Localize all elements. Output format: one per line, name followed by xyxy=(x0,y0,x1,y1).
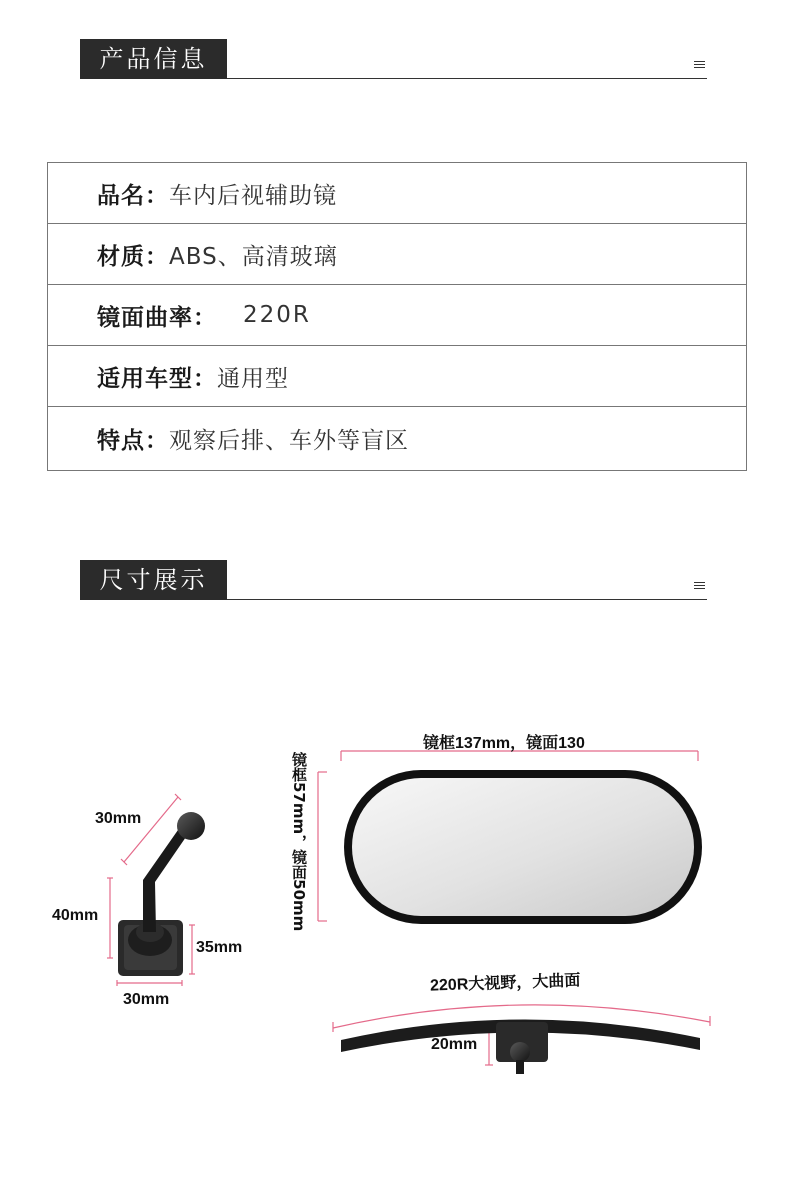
info-row-name xyxy=(48,163,746,224)
header-rule xyxy=(227,78,707,79)
section-title-size: 尺寸展示 xyxy=(80,560,227,600)
label-mirror-width: 镜框137mm，镜面130 xyxy=(423,735,585,752)
info-key: 镜面曲率： xyxy=(97,304,217,331)
mirror-side xyxy=(341,1019,700,1074)
info-value: ABS、高清玻璃 xyxy=(169,243,338,270)
section-title-info: 产品信息 xyxy=(80,39,227,79)
label-curvature: 220R大视野，大曲面 xyxy=(429,972,581,995)
dimension-drawing xyxy=(0,700,790,1178)
product-illustration xyxy=(0,700,790,1178)
menu-icon xyxy=(694,61,705,69)
info-key: 品名： xyxy=(97,182,169,209)
info-row-material xyxy=(48,224,746,285)
info-key: 特点： xyxy=(97,428,169,454)
product-info-table xyxy=(47,162,747,471)
header-rule xyxy=(227,599,707,600)
label-mirror-height: 镜框57mm，镜面50mm xyxy=(290,752,308,932)
info-value: 车内后视辅助镜 xyxy=(169,182,337,209)
label-arm-length: 30mm xyxy=(95,810,142,827)
info-key: 适用车型： xyxy=(97,365,217,392)
menu-icon xyxy=(694,582,705,590)
label-mount-depth: 20mm xyxy=(431,1036,478,1053)
label-base-height: 35mm xyxy=(196,939,243,956)
label-base-width: 30mm xyxy=(123,991,170,1008)
section-header-size xyxy=(80,560,707,602)
section-header-info xyxy=(80,39,707,81)
label-arm-height: 40mm xyxy=(52,907,99,924)
info-value: 220R xyxy=(243,302,311,328)
info-value: 观察后排、车外等盲区 xyxy=(169,428,409,454)
info-row-curvature xyxy=(48,285,746,346)
mirror-front xyxy=(344,770,702,924)
info-key: 材质： xyxy=(97,243,169,270)
info-value: 通用型 xyxy=(217,365,289,392)
info-row-vehicle xyxy=(48,346,746,407)
info-row-feature xyxy=(48,407,746,470)
